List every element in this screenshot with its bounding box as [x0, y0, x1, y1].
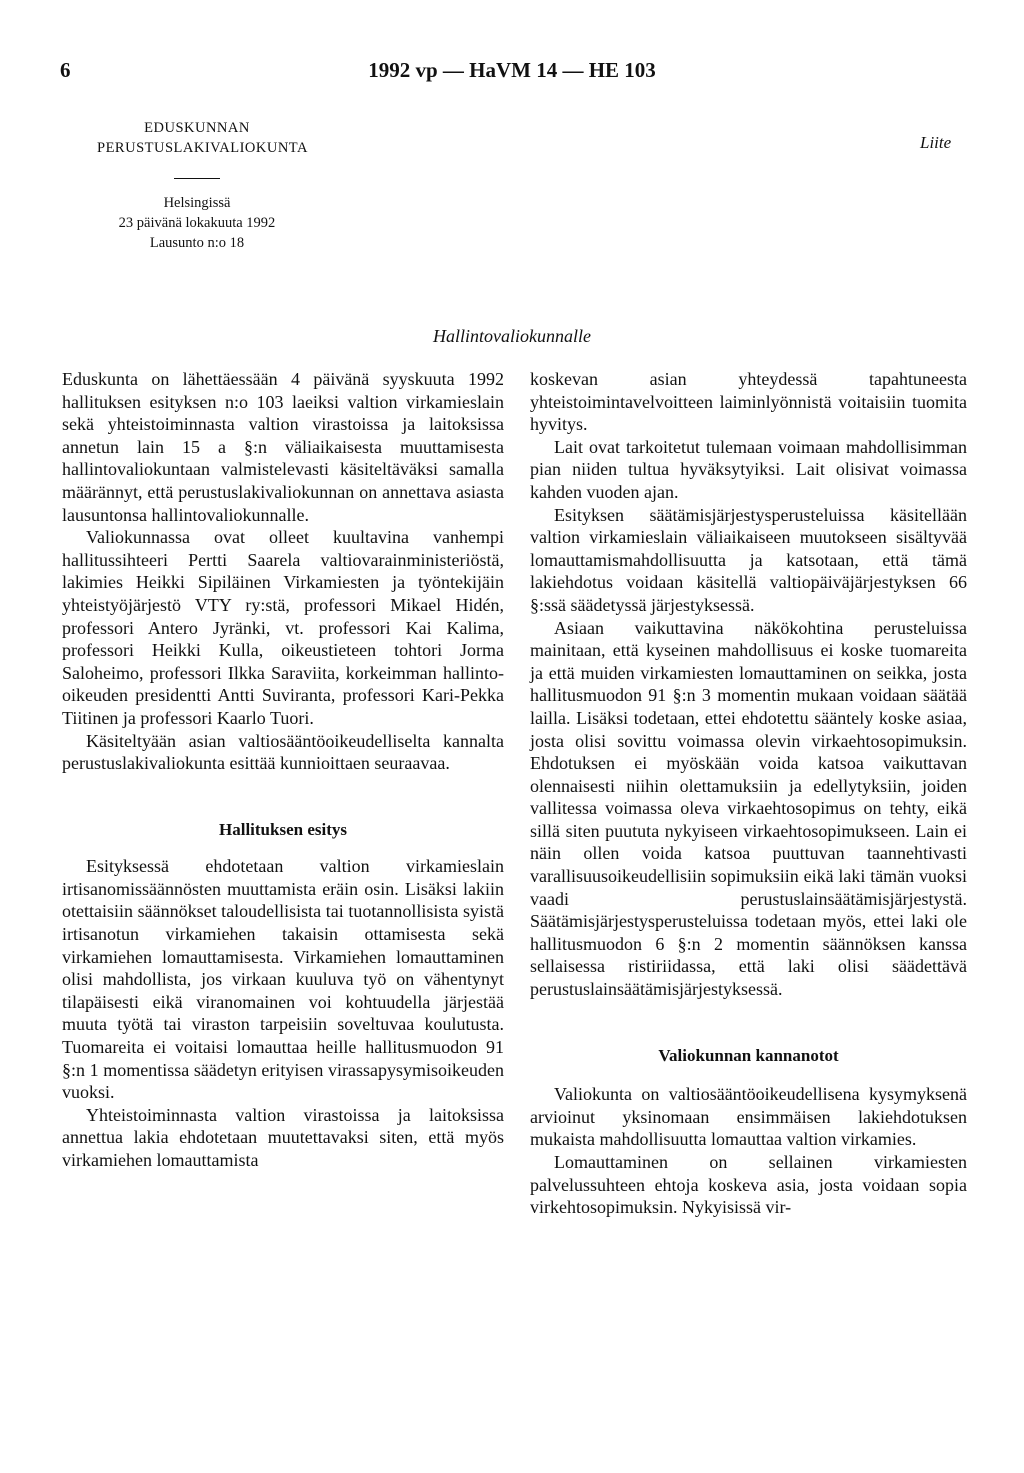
section-heading: Hallituksen esitys	[219, 819, 347, 839]
paragraph: Esityksessä ehdotetaan valtion virkamieslain irtisanomissäännösten muuttamista eräin osin. Lisäksi lakiin otettaisiin säännökset taloudellisista tai tuotannollisista syistä irtisanotun virkamiehen takaisin ottamisesta sekä virkamiehen lomauttamisesta. Virkamiehen lomauttaminen olisi mahdollista, jos virkaan kuuluva työ on vähentynyt tilapäisesti eikä viranomainen voi kohtuudella järjestää muuta työtä tai viraston tarpeisiin soveltuvaa koulutusta. Tuomareita ei voitaisi lomauttaa heille hallitusmuodon 91 §:n 1 momentissa säädetyn erityisen virassapysymisoikeuden vuoksi.	[62, 856, 504, 1103]
page-number: 6	[60, 58, 71, 82]
date: 23 päivänä lokakuuta 1992	[118, 215, 276, 231]
statement-number: Lausunto n:o 18	[149, 235, 245, 251]
running-header: 1992 vp — HaVM 14 — HE 103	[368, 58, 656, 82]
paragraph: Asiaan vaikuttavina näkökohtina perusteluissa mainitaan, että kyseinen mahdollisuus ei koske tuomareita ja että muiden virkamiesten lomauttaminen on seikka, josta hallitusmuodon 91 §:n 3 momentin mukaan voidaan säätää lailla. Lisäksi todetaan, ettei ehdotettu sääntely koske asiaa, josta olisi sovittu voimassa olevin virkaehtosopimuksin. Ehdotuksen ei myöskään voida katsoa vaikuttavan olennaisesti niihin olettamuksiin ja edellytyksiin, joiden vallitessa voimassa oleva virkaehtosopimus on tehty, eikä sillä siten puututa nykyiseen virkaehtosopimukseen. Lain ei näin ollen voida katsoa puuttuvan taannehtivasti varallisuusoikeudellisiin sopimuksiin eikä laki tämän vuoksi vaadi perustuslainsäätämisjärjestystä. Säätämisjärjestysperusteluissa todetaan myös, ettei laki ole hallitusmuodon 6 §:n 2 momentin säännöksen kanssa sellaisessa ristiriidassa, että laki olisi säädettävä perustuslainsäätämisjärjestyksessä.	[530, 617, 967, 1000]
paragraph: Käsiteltyään asian valtiosääntöoikeudelliselta kannalta perustuslakivaliokunta esittää kunnioittaen seuraavaa.	[62, 730, 504, 774]
paragraph: Valiokunta on valtiosääntöoikeudellisena kysymyksenä arvioinut yksinomaan ensimmäisen lakiehdotuksen mukaista mahdollisuutta lomauttaa valtion virkamies.	[530, 1084, 967, 1150]
paragraph: Yhteistoiminnasta valtion virastoissa ja laitoksissa annettua lakia ehdotetaan muutettavaksi siten, että myös virkamiehen lomauttamista	[62, 1104, 504, 1170]
separator-rule	[174, 178, 220, 179]
paragraph: koskevan asian yhteydessä tapahtuneesta yhteistoimintavelvoitteen laiminlyönnistä voitaisiin tuomita hyvitys.	[530, 369, 967, 435]
right-column	[530, 368, 967, 1219]
section-heading: Valiokunnan kannanotot	[658, 1045, 839, 1065]
appendix-label: Liite	[920, 133, 952, 152]
place: Helsingissä	[163, 195, 231, 211]
addressee: Hallintovaliokunnalle	[433, 326, 591, 346]
committee-block	[97, 118, 308, 253]
paragraph: Lait ovat tarkoitetut tulemaan voimaan mahdollisimman pian niiden tultua hyväksytyiksi. Lait olisivat voimassa kahden vuoden ajan.	[530, 436, 967, 502]
committee-name-line1: EDUSKUNNAN	[144, 120, 250, 136]
paragraph: Esityksen säätämisjärjestysperusteluissa käsitellään valtion virkamieslain väliaikaiseen muutokseen sisältyvää lomauttamismahdollisuutta ja katsotaan, että tämä lakiehdotus voidaan käsitellä valtiopäiväjärjestyksen 66 §:ssä säädetyssä järjestyksessä.	[530, 504, 967, 615]
left-column	[62, 368, 504, 1172]
paragraph: Lomauttaminen on sellainen virkamiesten palvelussuhteen ehtoja koskeva asia, josta voidaan sopia virkehtosopimuksin. Nykyisissä vir-	[530, 1152, 967, 1218]
paragraph: Eduskunta on lähettäessään 4 päivänä syyskuuta 1992 hallituksen esityksen n:o 103 laeiksi valtion virkamieslain sekä yhteistoiminnasta valtion virastoissa ja laitoksissa annetun lain 15 a §:n väliaikaisesta muuttamisesta hallintovaliokuntaan valmistelevasti käsiteltäväksi samalla määrännyt, että perustuslakivaliokunnan on annettava asiasta lausuntonsa hallintovaliokunnalle.	[62, 369, 504, 525]
committee-name-line2: PERUSTUSLAKIVALIOKUNTA	[97, 140, 308, 156]
paragraph: Valiokunnassa ovat olleet kuultavina vanhempi hallitussihteeri Pertti Saarela valtiovarainministeriöstä, lakimies Heikki Sipiläinen Virkamiesten ja työntekijäin yhteistyöjärjestö VTY ry:stä, professori Mikael Hidén, professori Antero Jyränki, vt. professori Kai Kalima, professori Heikki Kulla, oikeustieteen tohtori Jorma Saloheimo, professori Ilkka Saraviita, korkeimman hallinto-oikeuden presidentti Antti Suviranta, professori Kari-Pekka Tiitinen ja professori Kaarlo Tuori.	[62, 527, 504, 728]
